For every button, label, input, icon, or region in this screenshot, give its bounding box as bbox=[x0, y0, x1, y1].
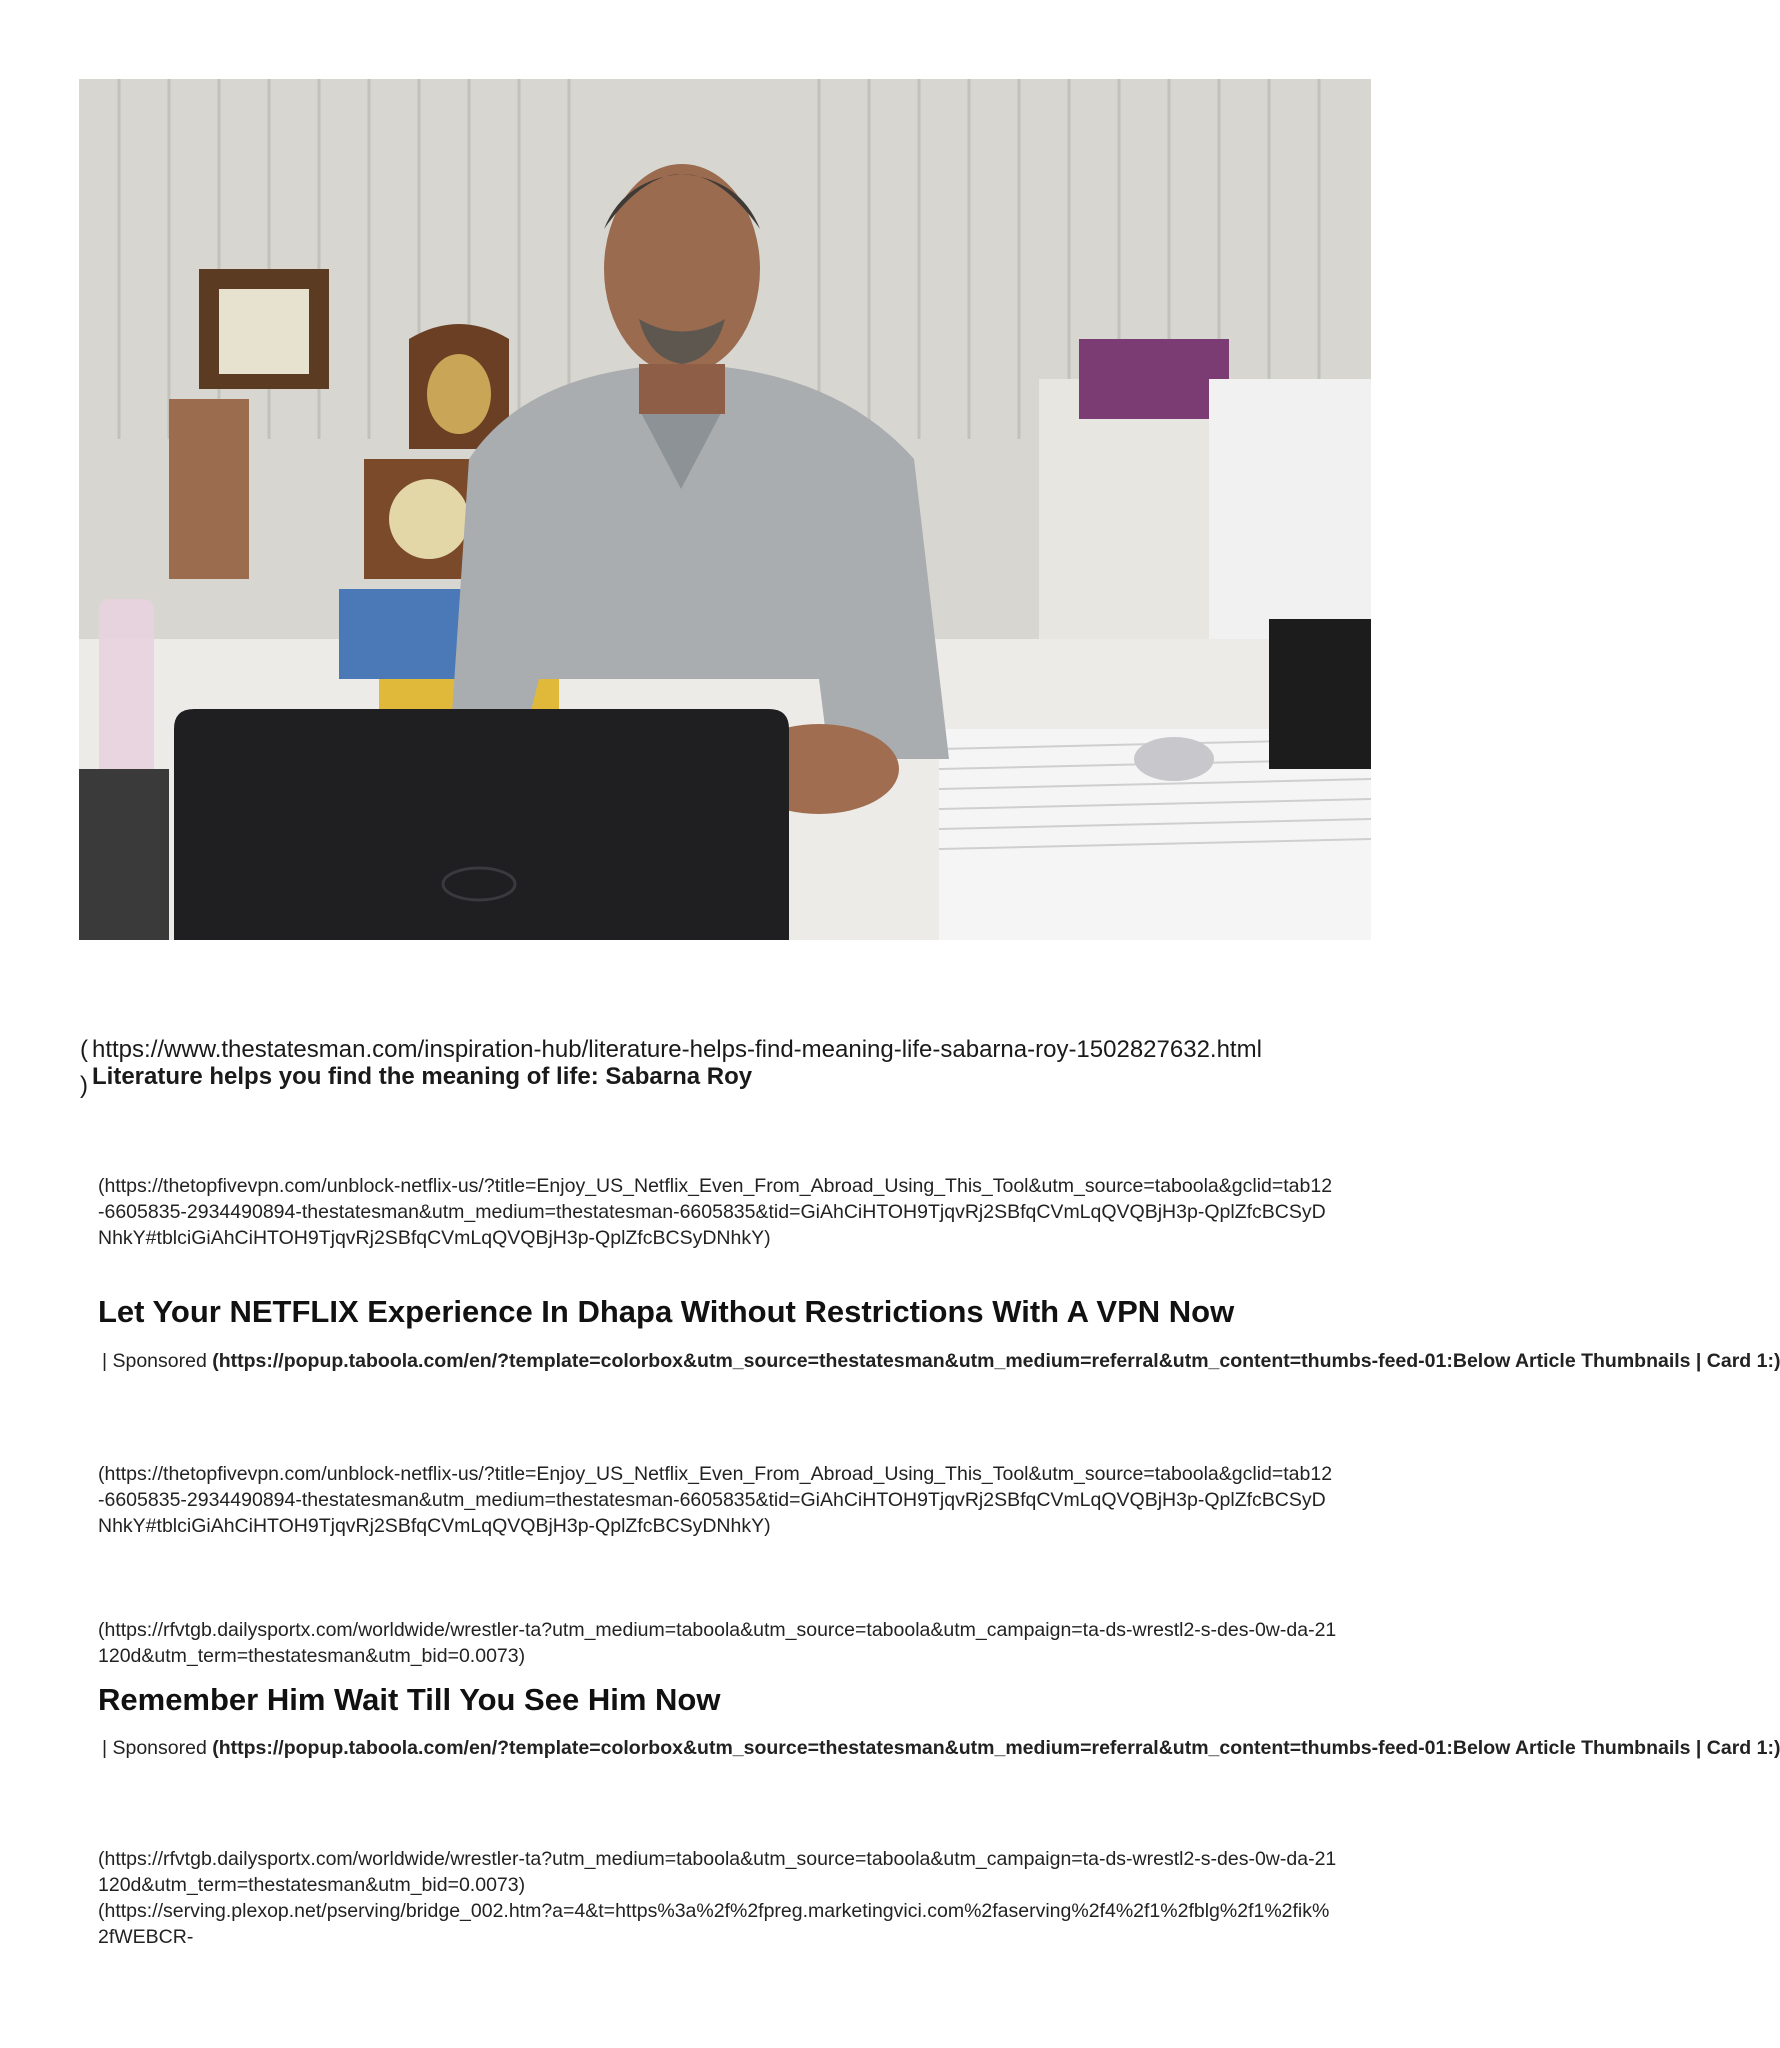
sponsored-2-title-link[interactable]: Remember Him Wait Till You See Him Now bbox=[98, 1682, 721, 1717]
hero-photo-illustration bbox=[79, 79, 1371, 940]
close-paren: ) bbox=[80, 1072, 88, 1099]
sponsored-2-label: | Sponsored bbox=[102, 1737, 207, 1759]
sponsored-2-meta bbox=[102, 1735, 1780, 1761]
sponsored-2-url-link[interactable]: (https://rfvtgb.dailysportx.com/worldwide/wrestler-ta?utm_medium=taboola&utm_source=taboola&utm_campaign=ta-ds-wrestl2-s-des-0w-da-21120d&utm_term=thestatesman&utm_bid=0.0073) bbox=[98, 1619, 1337, 1667]
open-paren: ( bbox=[80, 1036, 88, 1063]
sponsored-1-url-link[interactable]: (https://thetopfivevpn.com/unblock-netflix-us/?title=Enjoy_US_Netflix_Even_From_Abroad_Using_This_Tool&utm_source=taboola&gclid=tab12-6605835-2934490894-thestatesman&utm_medium=thestatesman-6605835&tid=GiAhCiHTOH9TjqvRj2SBfqCVmLqQVQBjH3p-QplZfcBCSyDNhkY#tblciGiAhCiHTOH9TjqvRj2SBfqCVmLqQVQBjH3p-QplZfcBCSyDNhkY) bbox=[98, 1175, 1333, 1249]
sponsored-2-popup-link[interactable]: (https://popup.taboola.com/en/?template=colorbox&utm_source=thestatesman&utm_medium=referral&utm_content=thumbs-feed-01:Below Article Thumbnails | Card 1:) bbox=[212, 1737, 1780, 1759]
sponsored-1-popup-link[interactable]: (https://popup.taboola.com/en/?template=colorbox&utm_source=thestatesman&utm_medium=referral&utm_content=thumbs-feed-01:Below Article Thumbnails | Card 1:) bbox=[212, 1350, 1780, 1372]
article-title-link[interactable]: Literature helps you find the meaning of life: Sabarna Roy bbox=[92, 1063, 753, 1090]
sponsored-1-label: | Sponsored bbox=[102, 1350, 207, 1372]
sponsored-2-url-repeat-link[interactable]: (https://rfvtgb.dailysportx.com/worldwide/wrestler-ta?utm_medium=taboola&utm_source=taboola&utm_campaign=ta-ds-wrestl2-s-des-0w-da-21120d&utm_term=thestatesman&utm_bid=0.0073) bbox=[98, 1848, 1337, 1896]
trailing-ad-link[interactable]: (https://serving.plexop.net/pserving/bridge_002.htm?a=4&t=https%3a%2f%2fpreg.marketingvici.com%2faserving%2f4%2f1%2fblg%2f1%2fik%2fWEBCR- bbox=[98, 1900, 1330, 1948]
hero-photo bbox=[79, 79, 1371, 940]
sponsored-1-meta bbox=[102, 1348, 1780, 1374]
article-url-link[interactable]: https://www.thestatesman.com/inspiration-hub/literature-helps-find-meaning-life-sabarna-roy-1502827632.html bbox=[92, 1036, 1262, 1063]
sponsored-1-url-repeat-link[interactable]: (https://thetopfivevpn.com/unblock-netflix-us/?title=Enjoy_US_Netflix_Even_From_Abroad_Using_This_Tool&utm_source=taboola&gclid=tab12-6605835-2934490894-thestatesman&utm_medium=thestatesman-6605835&tid=GiAhCiHTOH9TjqvRj2SBfqCVmLqQVQBjH3p-QplZfcBCSyDNhkY#tblciGiAhCiHTOH9TjqvRj2SBfqCVmLqQVQBjH3p-QplZfcBCSyDNhkY) bbox=[98, 1463, 1333, 1537]
sponsored-1-title-link[interactable]: Let Your NETFLIX Experience In Dhapa Without Restrictions With A VPN Now bbox=[98, 1294, 1235, 1329]
